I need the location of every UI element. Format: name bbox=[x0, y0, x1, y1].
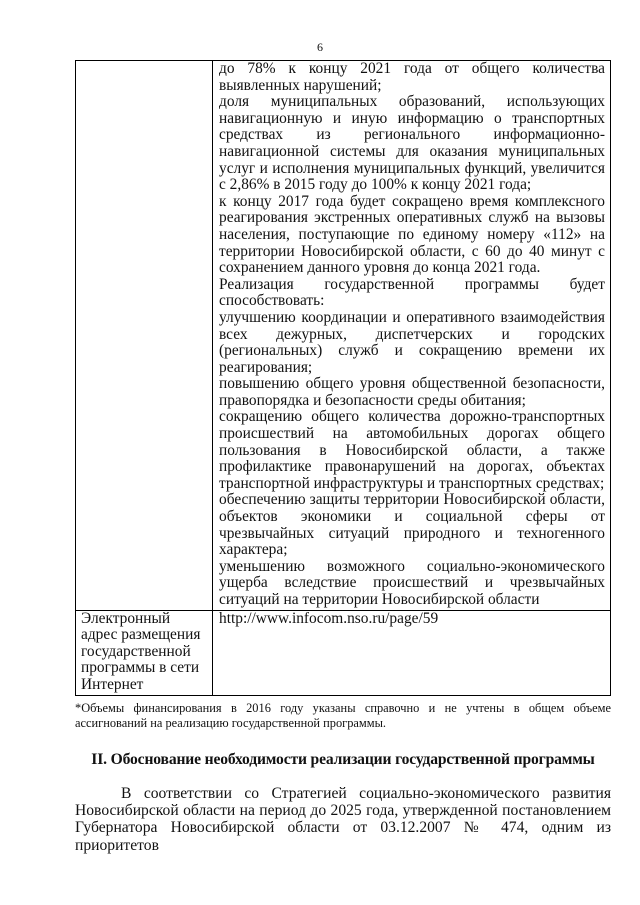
section-heading: II. Обоснование необходимости реализации государственной программы bbox=[91, 751, 595, 768]
result-item: до 78% к концу 2021 года от общего количества выявленных нарушений; bbox=[219, 60, 605, 94]
result-item: к концу 2017 года будет сокращено время комплексного реагирования экстренных оперативных служб на вызовы населения, поступающие по единому номеру «112» на территории Новосибирской области, с 60 до 40 минут с сохранением данного уровня до конца 2021 года. bbox=[219, 192, 605, 277]
body-paragraph: В соответствии со Стратегией социально-экономического развития Новосибирской области на период до 2025 года, утвержденной постановлением Губернатора Новосибирской области от 03.12.2007 № 474, одним из приоритетов bbox=[75, 785, 611, 854]
result-item: сокращению общего количества дорожно-транспортных происшествий на автомобильных дорогах общего пользования в Новосибирской области, а также профилактике правонарушений на дорогах, объектах транспортной инфраструктуры и транспортных средствах; bbox=[219, 408, 605, 492]
result-item: Реализация государственной программы будет способствовать: bbox=[219, 275, 605, 310]
passport-table bbox=[75, 60, 611, 696]
result-item: улучшению координации и оперативного взаимодействия всех дежурных, диспетчерских и городских (региональных) служб и сокращению времени их реагирования; bbox=[219, 308, 605, 376]
result-item: уменьшению возможного социально-экономического ущерба вследствие происшествий и чрезвычайных ситуаций на территории Новосибирской области bbox=[219, 557, 605, 608]
result-item: доля муниципальных образований, использующих навигационную и иную информацию о транспортных средствах из регионального информационно-навигационной системы для оказания муниципальных услуг и исполнения муниципальных функций, увеличится с 2,86% в 2015 году до 100% к концу 2021 года; bbox=[219, 93, 605, 194]
result-item: обеспечению защиты территории Новосибирской области, объектов экономики и социальной сферы от чрезвычайных ситуаций природного и техногенного характера; bbox=[219, 491, 605, 559]
result-item: повышению общего уровня общественной безопасности, правопорядка и безопасности среды обитания; bbox=[219, 375, 605, 409]
page-number: 6 bbox=[317, 40, 323, 54]
footnote: *Объемы финансирования в 2016 году указаны справочно и не учтены в общем объеме ассигнований на реализацию государственной программы. bbox=[75, 701, 611, 730]
table-row bbox=[76, 610, 611, 695]
expected-results-cell bbox=[213, 61, 611, 611]
website-url-cell bbox=[213, 610, 611, 695]
program-website-link[interactable]: http://www.infocom.nso.ru/page/59 bbox=[219, 609, 439, 627]
table-cell-empty bbox=[76, 61, 213, 611]
table-row bbox=[76, 61, 611, 611]
website-label: Электронный адрес размещения государственной программы в сети Интернет bbox=[81, 609, 201, 693]
website-label-cell bbox=[76, 610, 213, 695]
